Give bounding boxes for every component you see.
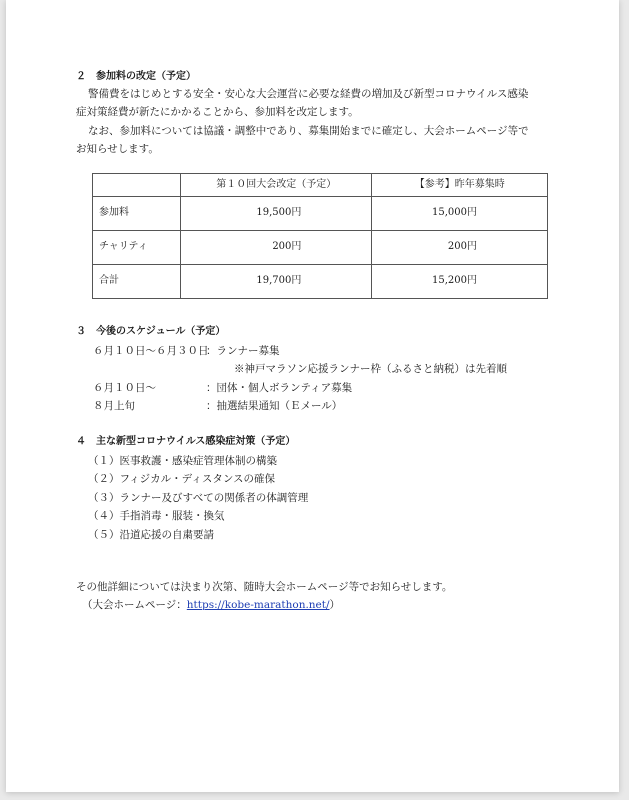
footer-url-line (82, 596, 340, 615)
section-2-para-1-line-2: 症対策経費が新たにかかることから、参加料を改定します。 (76, 106, 359, 118)
schedule-desc: ：ランナー募集 (206, 345, 280, 357)
footer-note: その他詳細については決まり次第、随時大会ホームページ等でお知らせします。 (76, 581, 453, 593)
row-prev-value: 200円 (372, 231, 548, 265)
row-new-value: 200円 (181, 231, 372, 265)
fee-table-header-empty (93, 174, 181, 197)
row-label: 参加料 (93, 197, 181, 231)
section-3-heading: ３ 今後のスケジュール（予定） (76, 326, 226, 337)
homepage-link[interactable]: https://kobe-marathon.net/ (186, 599, 330, 611)
list-item: （１）医事救護・感染症管理体制の構築 (88, 455, 277, 467)
row-new-value: 19,700円 (181, 265, 372, 299)
section-2-para-1-line-1: 警備費をはじめとする安全・安心な大会運営に必要な経費の増加及び新型コロナウイルス感染 (88, 88, 529, 100)
row-new-value: 19,500円 (181, 197, 372, 231)
list-item: （２）フィジカル・ディスタンスの確保 (88, 473, 276, 485)
table-row (93, 231, 548, 265)
schedule-desc: ：抽選結果通知（Ｅメール） (206, 400, 343, 412)
fee-table (92, 173, 548, 299)
schedule-date: ６月１０日～ (93, 382, 156, 394)
table-row (93, 265, 548, 299)
schedule-date: ８月上旬 (93, 400, 135, 412)
row-label: チャリティ (93, 231, 181, 265)
schedule-desc: ：団体・個人ボランティア募集 (206, 382, 353, 394)
section-2-para-2-line-2: お知らせします。 (76, 143, 159, 155)
fee-table-header-row (93, 174, 548, 197)
fee-table-header-prev: 【参考】昨年募集時 (372, 174, 548, 197)
fee-table-header-new: 第１０回大会改定（予定） (181, 174, 372, 197)
list-item: （３）ランナー及びすべての関係者の体調管理 (88, 492, 309, 504)
row-label: 合計 (93, 265, 181, 299)
schedule-date: ６月１０日～６月３０日 (93, 345, 209, 357)
table-row (93, 197, 548, 231)
section-4-heading: ４ 主な新型コロナウイルス感染症対策（予定） (76, 436, 296, 447)
document-page (6, 0, 619, 792)
section-2-para-2-line-1: なお、参加料については協議・調整中であり、募集開始までに確定し、大会ホームページ等で (88, 125, 529, 137)
row-prev-value: 15,000円 (372, 197, 548, 231)
row-prev-value: 15,200円 (372, 265, 548, 299)
footer-url-prefix: （大会ホームページ： (82, 599, 187, 611)
footer-url-suffix: ） (329, 599, 341, 611)
list-item: （５）沿道応援の自粛要請 (88, 529, 214, 541)
list-item: （４）手指消毒・服装・換気 (88, 510, 225, 522)
section-2-heading: ２ 参加料の改定（予定） (76, 71, 196, 82)
schedule-note: ※神戸マラソン応援ランナー枠（ふるさと納税）は先着順 (234, 363, 507, 375)
